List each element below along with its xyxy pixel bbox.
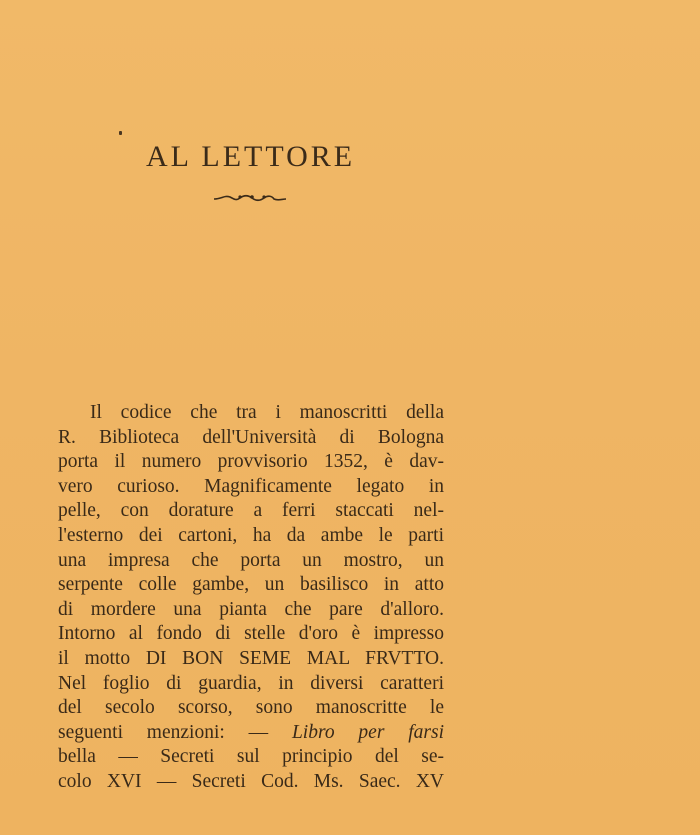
page-title: AL LETTORE [146, 140, 356, 173]
ornament-divider [212, 191, 288, 205]
text-line: di mordere una pianta che pare d'alloro. [58, 598, 444, 620]
text-line: Intorno al fondo di stelle d'oro è impresso [58, 623, 444, 645]
text-line: Nel foglio di guardia, in diversi caratteri [58, 672, 444, 694]
text-line: R. Biblioteca dell'Università di Bologna [58, 426, 444, 448]
text-line: il motto DI BON SEME MAL FRVTTO. [58, 647, 444, 669]
ink-speck [119, 131, 122, 135]
paragraph [58, 401, 444, 795]
text-line: l'esterno dei cartoni, ha da ambe le parti [58, 524, 444, 546]
text-line: Il codice che tra i manoscritti della [90, 402, 444, 423]
text-roman: seguenti menzioni: — [58, 721, 292, 743]
text-italic: Libro per farsi [291, 721, 444, 743]
text-line: vero curioso. Magnificamente legato in [58, 475, 444, 497]
text-line: del secolo scorso, sono manoscritte le [58, 697, 444, 719]
text-line: porta il numero provvisorio 1352, è dav- [58, 451, 444, 473]
text-line: una impresa che porta un mostro, un [58, 549, 444, 571]
text-line-italic: colo XVI — Secreti Cod. Ms. Saec. XV [58, 770, 444, 792]
text-line: serpente colle gambe, un basilisco in atto [58, 574, 444, 596]
text-line-mixed [58, 721, 444, 746]
text-line-italic: bella — Secreti sul principio del se- [58, 746, 444, 768]
text-line: pelle, con dorature a ferri staccati nel- [58, 500, 444, 522]
